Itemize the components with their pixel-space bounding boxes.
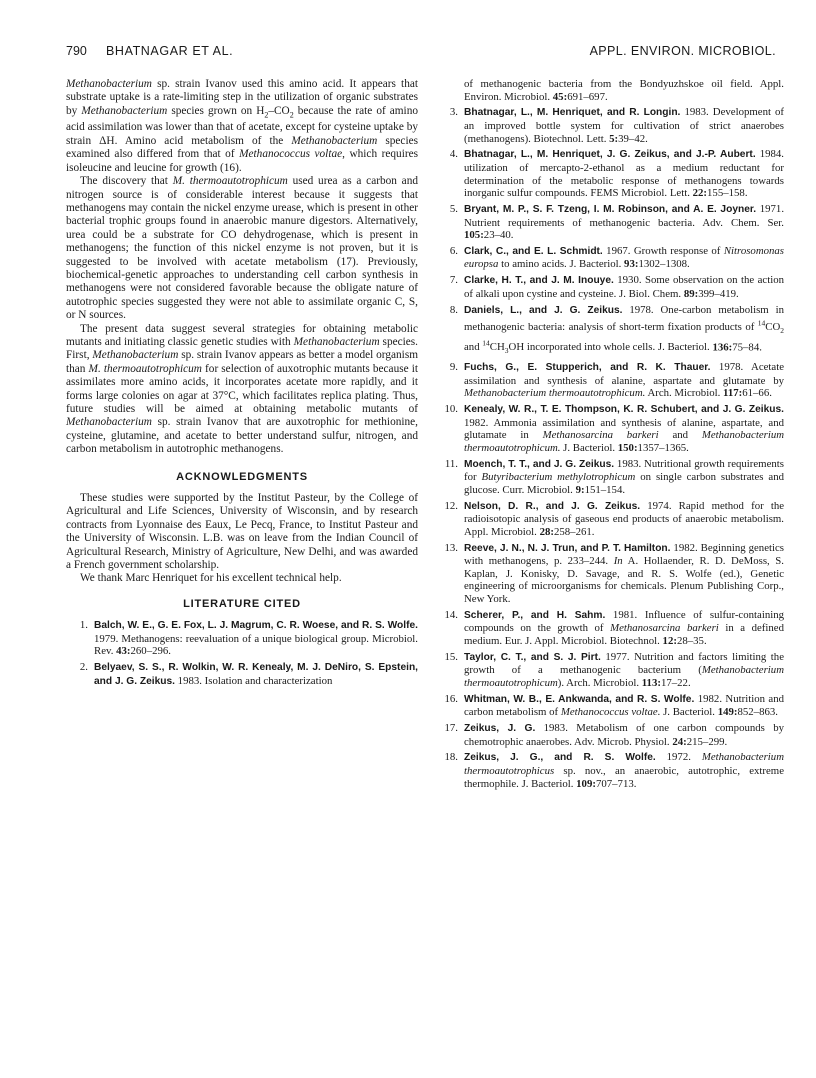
reference-4: 4. Bhatnagar, L., M. Henriquet, J. G. Zeikus, and J.-P. Aubert. 1984. utilization of mercapto-2-ethanol as a medium reductant for determination of the metabolic response of methanogens towards inorganic sulfur compounds. FEMS Microbiol. Lett. 22:155–158. xyxy=(449,148,784,200)
left-column xyxy=(66,78,418,692)
reference-17: 17. Zeikus, J. G. 1983. Metabolism of one carbon compounds by chemotrophic anaerobes. Adv. Microb. Physiol. 24:215–299. xyxy=(444,722,784,748)
reference-5: 5. Bryant, M. P., S. F. Tzeng, I. M. Robinson, and A. E. Joyner. 1971. Nutrient requirements of methanogenic bacteria. Adv. Chem. Ser. 105:23–40. xyxy=(449,202,785,242)
running-header xyxy=(66,44,776,64)
reference-list-left xyxy=(66,619,418,688)
page-number: 790 xyxy=(66,44,87,58)
body-paragraph-2: The discovery that M. thermoautotrophicum used urea as a carbon and nitrogen source is of considerable interest because it suggests that methanogens may contain the nickel enzyme urease, which is present in other bacterial trophic groups found in anaerobic manure digestors. Alternatively, urea could be a substrate for CO dehydrogenase, which is present in methanogens; the function of this nickel enzyme is not proven, but it is suggested to be involved with acetate metabolism (17). Previously, biochemical-genetic approaches to understanding cell carbon synthesis in methanogens were not considered favorable because the obligate nature of autotrophic species suggested they were not able to assimilate organic C, S, or N sources. xyxy=(66,175,418,322)
reference-13: 13. Reeve, J. N., N. J. Trun, and P. T. Hamilton. 1982. Beginning genetics with methanogens, p. 233–244. In A. Hollaender, R. D. DeMoss, S. Kaplan, J. Konisky, D. Savage, and R. S. Wolfe (ed.), Genetic engineering of microorganisms for chemicals. Plenum Publishing Corp., New York. xyxy=(444,541,784,605)
acknowledgments-heading: ACKNOWLEDGMENTS xyxy=(176,470,308,483)
journal-name: APPL. ENVIRON. MICROBIOL. xyxy=(589,44,776,58)
reference-2-continued: of methanogenic bacteria from the Bondyuzhskoe oil field. Appl. Environ. Microbiol. 45:691–697. xyxy=(464,78,784,103)
reference-2: 2. Belyaev, S. S., R. Wolkin, W. R. Kenealy, M. J. DeNiro, S. Epstein, and J. G. Zeikus. 1983. Isolation and characterization xyxy=(79,661,418,687)
reference-11: 11. Moench, T. T., and J. G. Zeikus. 1983. Nutritional growth requirements for Butyribacterium methylotrophicum on single carbon substrates and glucose. Curr. Microbiol. 9:151–154. xyxy=(444,457,784,496)
reference-1: 1. Balch, W. E., G. E. Fox, L. J. Magrum, C. R. Woese, and R. S. Wolfe. 1979. Methanogens: reevaluation of a unique biological group. Microbiol. Rev. 43:260–296. xyxy=(79,619,418,658)
reference-3: 3. Bhatnagar, L., M. Henriquet, and R. Longin. 1983. Development of an improved bottle system for cultivation of strict anaerobes (methanogens). Biotechnol. Lett. 5:39–42. xyxy=(449,106,785,145)
body-paragraph-1: Methanobacterium sp. strain Ivanov used this amino acid. It appears that substrate uptake is a rate-limiting step in the utilization of organic substrates by Methanobacterium species grown on $H_2-CO_2$ because the rate of amino acid assimilation was lower than that of acetate, except for cysteine uptake by strain ΔH. Amino acid metabolism of the Methanobacterium species examined also differed from that of Methanococcus voltae, which requires isoleucine and leucine for growth (16). xyxy=(66,78,419,174)
reference-list-right xyxy=(436,78,784,790)
reference-16: 16. Whitman, W. B., E. Ankwanda, and R. S. Wolfe. 1982. Nutrition and carbon metabolism of Methanococcus voltae. J. Bacteriol. 149:852–863. xyxy=(444,692,784,719)
reference-12: 12. Nelson, D. R., and J. G. Zeikus. 1974. Rapid method for the radioisotopic analysis of gaseous end products of anaerobic metabolism. Appl. Microbiol. 28:258–261. xyxy=(444,499,785,538)
reference-9: 9. Fuchs, G., E. Stupperich, and R. K. Thauer. 1978. Acetate assimilation and synthesis of alanine, aspartate and glutamate by Methanobacterium thermoautotrophicum. Arch. Microbiol. 117:61–66. xyxy=(449,361,784,400)
reference-18: 18. Zeikus, J. G., and R. S. Wolfe. 1972. Methanobacterium thermoautotrophicus sp. nov., an anaerobic, autotrophic, extreme thermophile. J. Bacteriol. 109:707–713. xyxy=(444,751,784,790)
reference-10: 10. Kenealy, W. R., T. E. Thompson, K. R. Schubert, and J. G. Zeikus. 1982. Ammonia assimilation and synthesis of alanine, aspartate, and glutamate in Methanosarcina barkeri and Methanobacterium thermoautotrophicum. J. Bacteriol. 150:1357–1365. xyxy=(444,403,785,454)
literature-heading: LITERATURE CITED xyxy=(183,597,301,610)
body-paragraph-3: The present data suggest several strategies for obtaining metabolic mutants and initiating classic genetic studies with Methanobacterium species. First, Methanobacterium sp. strain Ivanov appears as better a model organism than M. thermoautotrophicum for selection of auxotrophic mutants because it assimilates more amino acids, it incorporates acetate more rapidly, and it forms large colonies on agar at 37°C, which facilitates replica plating. Thus, future studies will be aimed at obtaining metabolic mutants of Methanobacterium sp. strain Ivanov that are auxotrophic for methionine, cysteine, glutamine, and acetate to better understand sulfur, nitrogen, and carbon metabolism in autotrophic methanogens. xyxy=(66,322,418,456)
running-title: BHATNAGAR ET AL. xyxy=(106,44,234,58)
reference-14: 14. Scherer, P., and H. Sahm. 1981. Influence of sulfur-containing compounds on the growth of Methanosarcina barkeri in a defined medium. Eur. J. Appl. Microbiol. Biotechnol. 12:28–35. xyxy=(444,608,785,647)
acknowledgments-paragraph-2: We thank Marc Henriquet for his excellent technical help. xyxy=(80,572,342,585)
right-column xyxy=(436,78,784,793)
reference-8: 8. Daniels, L., and J. G. Zeikus. 1978. One-carbon metabolism in methanogenic bacteria: analysis of short-term fixation products of $^{14}CO_2$ and $^{14}CH_3OH$ incorporated into whole cells. J. Bacteriol. 136:75–84. xyxy=(449,303,784,356)
acknowledgments-paragraph-1: These studies were supported by the Institut Pasteur, by the College of Agricultural and Life Sciences, University of Wisconsin, and by research contracts from Lyonnaise des Eaux, Le Pecq, France, to Institut Pasteur and the University of Wisconsin. L.B. was on leave from the Indian Council of Agricultural Research, Ministry of Agriculture, New Delhi, and was awarded a French government scholarship. xyxy=(66,492,418,572)
reference-7: 7. Clarke, H. T., and J. M. Inouye. 1930. Some observation on the action of alkali upon cystine and cysteine. J. Biol. Chem. 89:399–419. xyxy=(449,274,784,300)
reference-6: 6. Clark, C., and E. L. Schmidt. 1967. Growth response of Nitrosomonas europsa to amino acids. J. Bacteriol. 93:1302–1308. xyxy=(449,244,785,271)
reference-15: 15. Taylor, C. T., and S. J. Pirt. 1977. Nutrition and factors limiting the growth of a methanogenic bacterium (Methanobacterium thermoautotrophicum). Arch. Microbiol. 113:17–22. xyxy=(444,650,784,689)
